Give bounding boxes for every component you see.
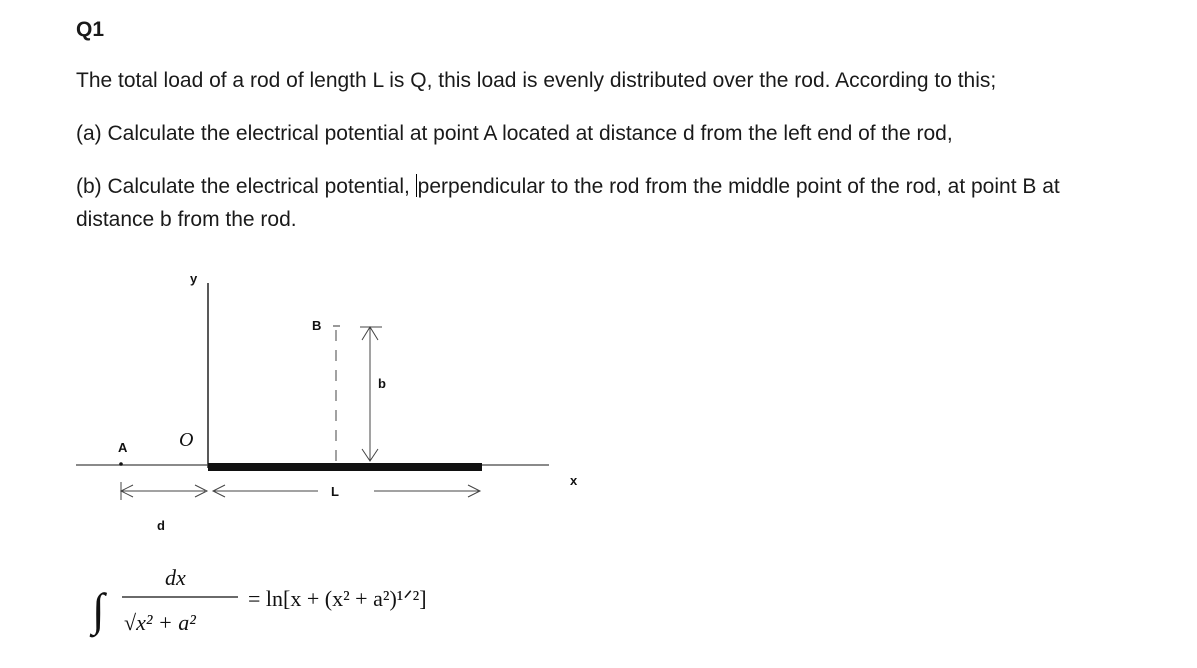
formula-denominator: √x² + a² xyxy=(124,610,196,635)
formula-rhs: = ln[x + (x² + a²)¹ᐟ²] xyxy=(248,586,427,611)
d-label: d xyxy=(157,518,165,533)
point-a-label: A xyxy=(118,440,128,455)
part-b-text-start: (b) Calculate the electrical potential, xyxy=(76,175,416,198)
l-label: L xyxy=(331,484,339,499)
question-part-a: (a) Calculate the electrical potential at point A located at distance d from the left end of the rod, xyxy=(76,122,953,145)
integral-sign: ∫ xyxy=(92,584,105,635)
question-intro: The total load of a rod of length L is Q, this load is evenly distributed over the rod. According to this; xyxy=(76,69,997,92)
part-b-text-end: perpendicular to the rod from the middle point of the rod, at point B at distance b from the rod. xyxy=(76,175,1060,231)
charged-rod xyxy=(208,463,482,471)
origin-label: O xyxy=(179,429,194,451)
formula-numerator: dx xyxy=(165,565,186,590)
question-number: Q1 xyxy=(76,18,105,41)
y-axis-label: y xyxy=(190,271,198,286)
point-b-label: B xyxy=(312,318,322,333)
x-axis-label: x xyxy=(570,473,578,488)
b-label: b xyxy=(378,376,386,391)
point-a-marker xyxy=(119,462,123,466)
